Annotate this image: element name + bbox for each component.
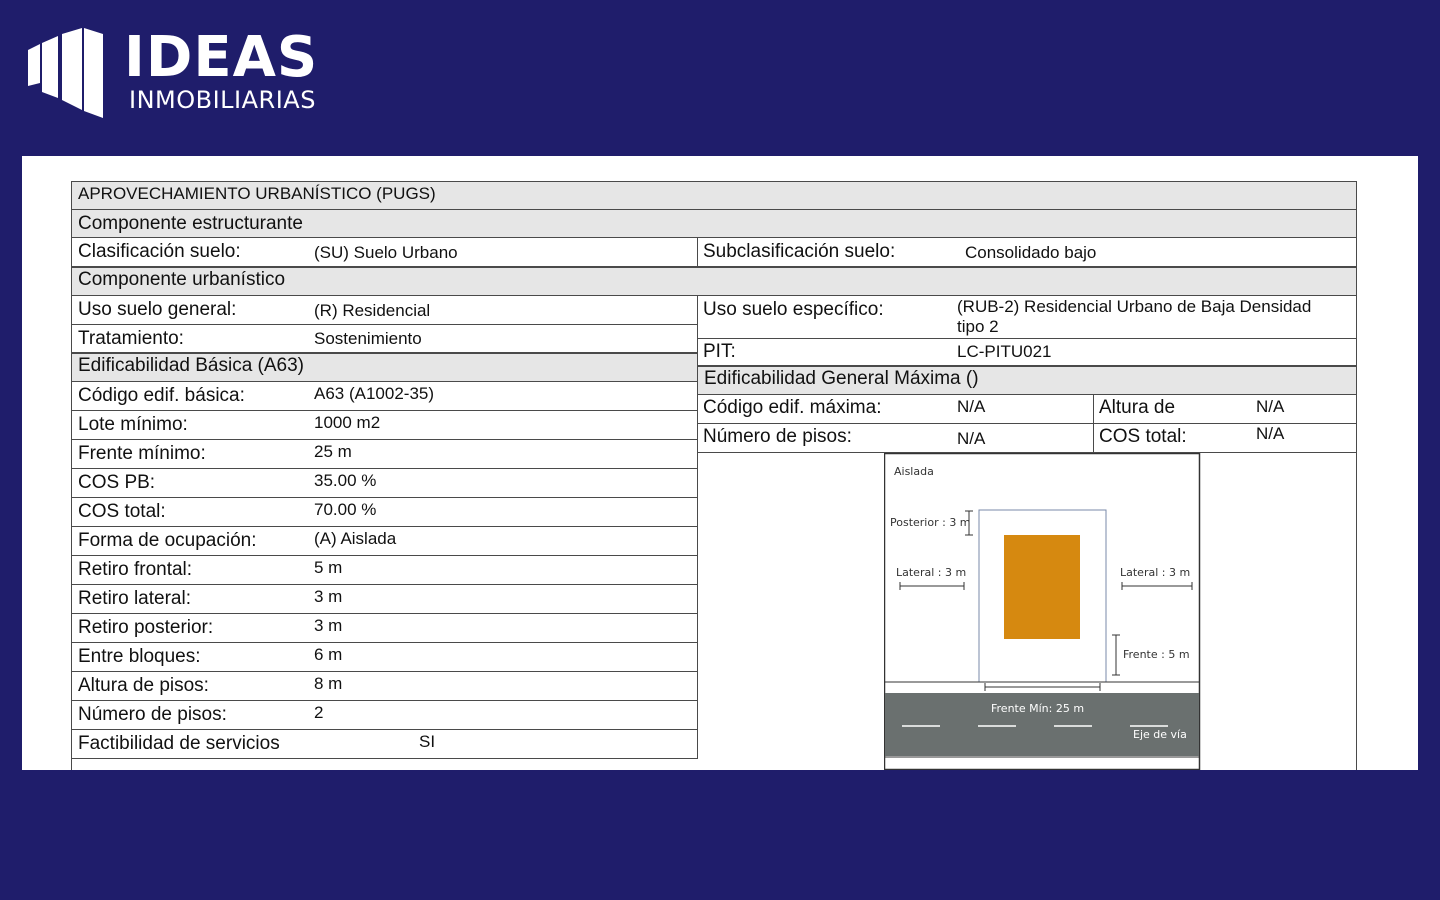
basica-label: Número de pisos: — [78, 704, 227, 725]
clasificacion-value: (SU) Suelo Urbano — [314, 243, 458, 262]
table-title-row — [71, 181, 1357, 210]
table-title: APROVECHAMIENTO URBANÍSTICO (PUGS) — [78, 184, 436, 203]
section-label: Componente estructurante — [78, 213, 303, 234]
setback-diagram — [884, 453, 1201, 770]
diagram-type-label: Aislada — [894, 465, 934, 478]
basica-row — [71, 527, 698, 556]
clasificacion-label: Clasificación suelo: — [78, 241, 241, 262]
basica-value: 5 m — [314, 558, 343, 577]
basica-row — [71, 672, 698, 701]
eje-label: Eje de vía — [1133, 728, 1187, 741]
document-sheet — [22, 156, 1418, 770]
building-icon — [28, 28, 103, 118]
codigo-maxima-value: N/A — [957, 397, 986, 416]
section-edificabilidad-maxima — [697, 366, 1357, 395]
cos-maxima-value: N/A — [1256, 424, 1285, 443]
basica-label: COS total: — [78, 501, 166, 522]
section-label: Componente urbanístico — [78, 269, 286, 290]
cos-maxima-label: COS total: — [1099, 426, 1187, 447]
tratamiento-label: Tratamiento: — [78, 328, 184, 349]
basica-value: 25 m — [314, 442, 352, 461]
basica-label: Lote mínimo: — [78, 414, 188, 435]
basica-label: Código edif. básica: — [78, 385, 245, 406]
basica-label: Factibilidad de servicios — [78, 733, 280, 754]
row-altura-maxima — [1093, 395, 1357, 424]
section-componente-urbanistico — [71, 267, 1357, 296]
pit-value: LC-PITU021 — [957, 342, 1052, 361]
basica-value: SI — [419, 732, 436, 751]
basica-row — [71, 382, 698, 411]
uso-general-value: (R) Residencial — [314, 301, 431, 320]
basica-value: A63 (A1002-35) — [314, 384, 435, 403]
basica-label: Retiro lateral: — [78, 588, 191, 609]
frente-min-label: Frente Mín: 25 m — [991, 702, 1085, 715]
row-cos-maxima — [1093, 424, 1357, 453]
basica-row — [71, 498, 698, 527]
row-uso-general — [71, 296, 698, 325]
basica-value: 3 m — [314, 616, 343, 635]
row-clasificacion — [71, 238, 698, 267]
basica-value: 70.00 % — [314, 500, 377, 519]
basica-value: 2 — [314, 703, 324, 722]
brand-name: IDEAS — [124, 25, 319, 90]
table-right-border — [1356, 453, 1357, 770]
basica-row — [71, 585, 698, 614]
row-uso-especifico — [697, 296, 1357, 339]
subclasificacion-value: Consolidado bajo — [965, 243, 1097, 262]
basica-value: (A) Aislada — [314, 529, 397, 548]
row-subclasificacion — [697, 238, 1357, 267]
uso-especifico-value-cont: tipo 2 — [957, 317, 999, 336]
lateral-right-label: Lateral : 3 m — [1120, 566, 1191, 579]
pit-label: PIT: — [703, 341, 736, 362]
basica-row — [71, 469, 698, 498]
basica-value: 8 m — [314, 674, 343, 693]
basica-label: Altura de pisos: — [78, 675, 209, 696]
section-componente-estructurante — [71, 209, 1357, 238]
basica-label: Entre bloques: — [78, 646, 201, 667]
basica-row — [71, 614, 698, 643]
row-tratamiento — [71, 325, 698, 353]
row-pit — [697, 339, 1357, 366]
basica-value: 3 m — [314, 587, 343, 606]
section-label: Edificabilidad General Máxima () — [704, 368, 979, 389]
basica-label: Frente mínimo: — [78, 443, 206, 464]
basica-row — [71, 411, 698, 440]
table-bottom-left — [71, 757, 698, 770]
basica-label: Forma de ocupación: — [78, 530, 257, 551]
building-footprint — [1004, 535, 1080, 639]
pisos-maxima-value: N/A — [957, 429, 986, 448]
basica-label: Retiro frontal: — [78, 559, 193, 580]
frente-label: Frente : 5 m — [1123, 648, 1190, 661]
subclasificacion-label: Subclasificación suelo: — [703, 241, 896, 262]
basica-label: Retiro posterior: — [78, 617, 214, 638]
basica-value: 35.00 % — [314, 471, 377, 490]
row-codigo-maxima — [697, 395, 1094, 424]
basica-row — [71, 440, 698, 469]
basica-row — [71, 556, 698, 585]
zoning-table — [71, 181, 1357, 770]
pisos-maxima-label: Número de pisos: — [703, 426, 852, 447]
basica-row — [71, 643, 698, 672]
uso-especifico-label: Uso suelo específico: — [703, 299, 884, 320]
uso-especifico-value: (RUB-2) Residencial Urbano de Baja Densidad — [957, 297, 1312, 316]
basica-label: COS PB: — [78, 472, 156, 493]
basica-row — [71, 701, 698, 730]
altura-maxima-value: N/A — [1256, 397, 1285, 416]
row-pisos-maxima — [697, 424, 1094, 453]
altura-maxima-label: Altura de — [1099, 397, 1176, 418]
posterior-label: Posterior : 3 m — [890, 516, 971, 529]
uso-general-label: Uso suelo general: — [78, 299, 237, 320]
lateral-left-label: Lateral : 3 m — [896, 566, 967, 579]
codigo-maxima-label: Código edif. máxima: — [703, 397, 882, 418]
brand-subtitle: INMOBILIARIAS — [129, 86, 316, 114]
basica-value: 1000 m2 — [314, 413, 381, 432]
basica-value: 6 m — [314, 645, 343, 664]
section-edificabilidad-basica — [71, 353, 698, 382]
basica-row — [71, 730, 698, 759]
section-label: Edificabilidad Básica (A63) — [78, 355, 305, 376]
tratamiento-value: Sostenimiento — [314, 329, 422, 348]
